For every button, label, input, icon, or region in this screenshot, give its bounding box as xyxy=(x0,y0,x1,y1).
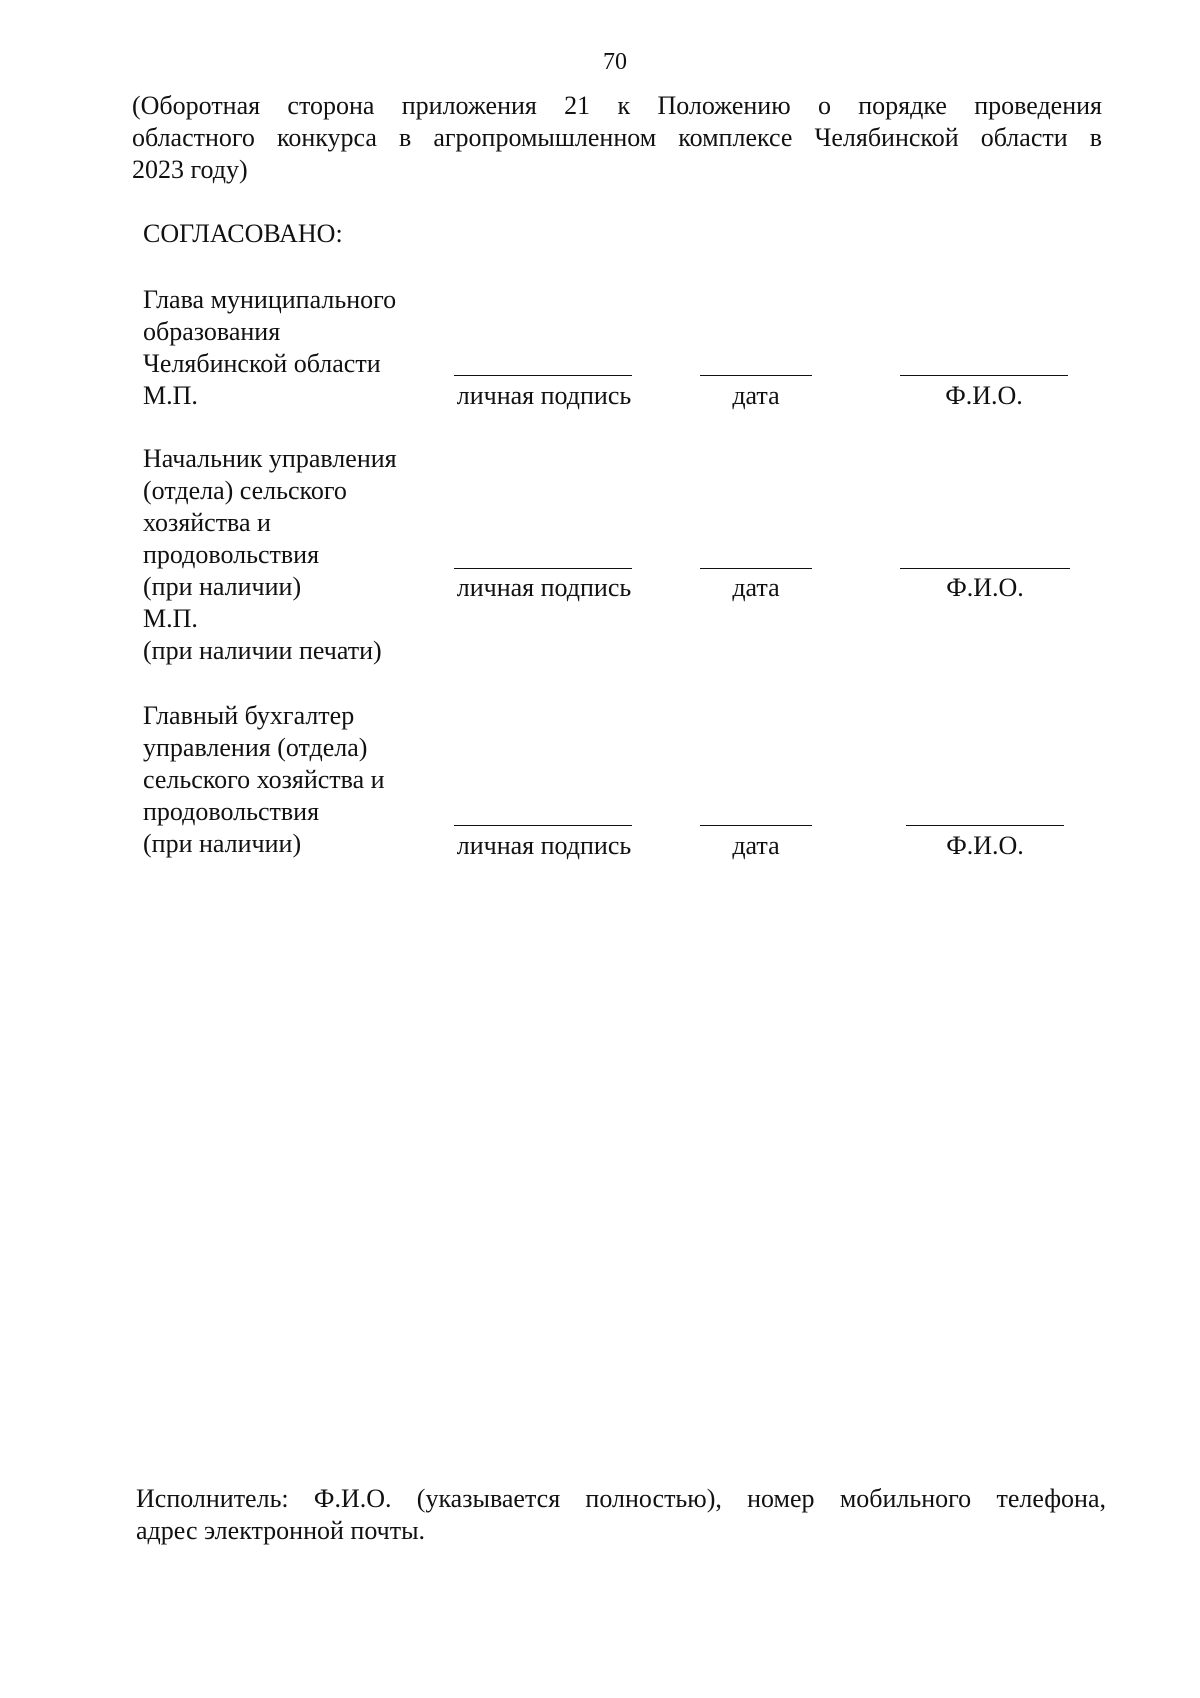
role-line: М.П. xyxy=(143,604,198,633)
signature-label: личная подпись xyxy=(456,573,632,602)
signature-block-head-of-agriculture-department xyxy=(143,443,1103,673)
date-line[interactable] xyxy=(700,375,812,376)
role-line: сельского хозяйства и xyxy=(143,765,385,794)
role-title xyxy=(143,284,433,412)
executor-note-line: Исполнитель: Ф.И.О. (указывается полностью), номер мобильного телефона, xyxy=(136,1484,1106,1513)
signature-label: личная подпись xyxy=(456,381,632,410)
role-line: продовольствия xyxy=(143,797,320,826)
role-line: (отдела) сельского xyxy=(143,476,347,505)
role-line: хозяйства и xyxy=(143,508,271,537)
signature-label: личная подпись xyxy=(456,831,632,860)
role-line: М.П. xyxy=(143,381,198,410)
name-label: Ф.И.О. xyxy=(945,381,1023,410)
date-label: дата xyxy=(732,573,780,602)
role-line: (при наличии) xyxy=(143,829,302,858)
executor-note xyxy=(136,1483,1106,1547)
name-label: Ф.И.О. xyxy=(946,573,1024,602)
role-line: образования xyxy=(143,317,281,346)
role-line: продовольствия xyxy=(143,540,320,569)
caption-line: областного конкурса в агропромышленном комплексе Челябинской области в xyxy=(132,123,1102,152)
name-line[interactable] xyxy=(900,375,1068,376)
executor-note-line: адрес электронной почты. xyxy=(136,1516,426,1545)
name-label: Ф.И.О. xyxy=(946,831,1024,860)
role-title xyxy=(143,443,433,667)
role-line: (при наличии печати) xyxy=(143,636,382,665)
signature-block-chief-accountant xyxy=(143,700,1103,870)
appendix-caption xyxy=(132,90,1102,186)
role-line: Челябинской области xyxy=(143,349,381,378)
role-title xyxy=(143,700,433,860)
role-line: управления (отдела) xyxy=(143,733,368,762)
date-label: дата xyxy=(732,381,780,410)
page-number: 70 xyxy=(603,49,627,75)
role-line: Начальник управления xyxy=(143,444,397,473)
signature-block-head-of-municipality xyxy=(143,284,1103,414)
signature-line[interactable] xyxy=(454,825,632,826)
name-line[interactable] xyxy=(906,825,1064,826)
role-line: Главный бухгалтер xyxy=(143,701,355,730)
signature-line[interactable] xyxy=(454,568,632,569)
date-line[interactable] xyxy=(700,825,812,826)
date-line[interactable] xyxy=(700,568,812,569)
date-label: дата xyxy=(732,831,780,860)
caption-line: 2023 году) xyxy=(132,155,248,184)
role-line: Глава муниципального xyxy=(143,285,397,314)
role-line: (при наличии) xyxy=(143,572,302,601)
name-line[interactable] xyxy=(900,568,1070,569)
caption-line: (Оборотная сторона приложения 21 к Положению о порядке проведения xyxy=(132,91,1102,120)
agreed-heading: СОГЛАСОВАНО: xyxy=(143,219,343,248)
signature-line[interactable] xyxy=(454,375,632,376)
